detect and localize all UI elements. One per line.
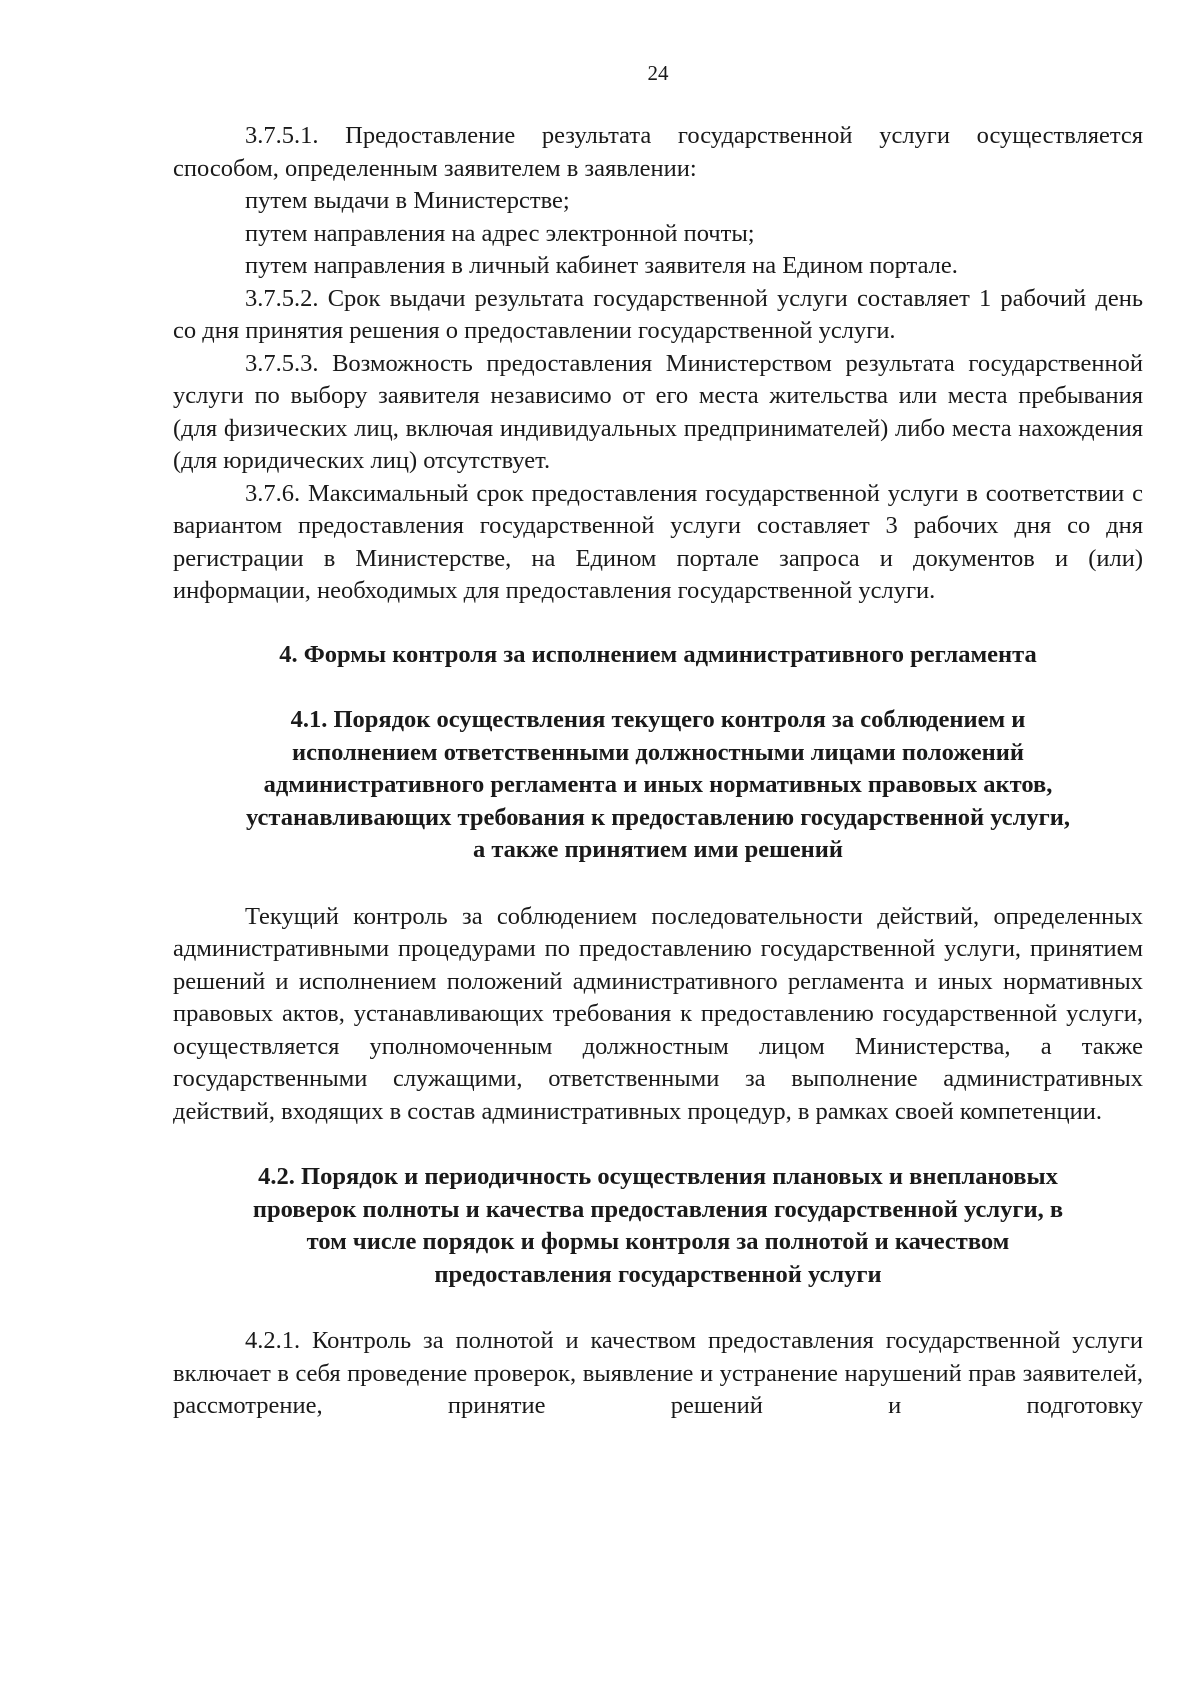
- list-item-portal: путем направления в личный кабинет заявителя на Едином портале.: [245, 252, 958, 279]
- subsection-4-2-title: [173, 1161, 1143, 1291]
- subsection-4-2-title-line: 4.2. Порядок и периодичность осуществления плановых и внеплановых: [258, 1163, 1058, 1190]
- paragraph-3-7-5-3: 3.7.5.3. Возможность предоставления Министерством результата государственной услуги по выбору заявителя независимо от его места жительства или места пребывания (для физических лиц, включая индивидуальных предпринимателей) либо места нахождения (для юридических лиц) отсутствует.: [173, 349, 1143, 474]
- document-body: [173, 120, 1143, 1423]
- paragraph-3-7-5-2: 3.7.5.2. Срок выдачи результата государственной услуги составляет 1 рабочий день со дня принятия решения о предоставлении государственной услуги.: [173, 284, 1143, 344]
- list-item-ministry: путем выдачи в Министерстве;: [245, 187, 570, 214]
- paragraph-3-7-5-1: 3.7.5.1. Предоставление результата государственной услуги осуществляется способом, определенным заявителем в заявлении:: [173, 122, 1143, 182]
- page-number: 24: [647, 61, 669, 85]
- list-item-email: путем направления на адрес электронной почты;: [245, 219, 755, 247]
- paragraph-3-7-6: 3.7.6. Максимальный срок предоставления государственной услуги в соответствии с вариантом предоставления государственной услуги составляет 3 рабочих дня со дня регистрации в Министерстве, на Едином портале запроса и документов и (или) информации, необходимых для предоставления государственной услуги.: [173, 479, 1143, 604]
- subsection-4-2-title-line: том числе порядок и формы контроля за полнотой и качеством: [306, 1228, 1010, 1255]
- subsection-4-1-title: [173, 704, 1143, 867]
- section-4-title: 4. Формы контроля за исполнением административного регламента: [279, 640, 1037, 668]
- subsection-4-2-title-line: проверок полноты и качества предоставления государственной услуги, в: [252, 1195, 1064, 1223]
- subsection-4-2-title-line: предоставления государственной услуги: [434, 1260, 882, 1288]
- subsection-4-1-title-line: исполнением ответственными должностными лицами положений: [292, 738, 1024, 766]
- subsection-4-1-title-line: устанавливающих требования к предоставлению государственной услуги,: [246, 803, 1070, 831]
- paragraph-4-2-1: 4.2.1. Контроль за полнотой и качеством предоставления государственной услуги включает в себя проведение проверок, выявление и устранение нарушений прав заявителей, рассмотрение, принятие решений и подготовку: [173, 1327, 1143, 1419]
- subsection-4-1-title-line: 4.1. Порядок осуществления текущего контроля за соблюдением и: [290, 706, 1026, 733]
- subsection-4-1-text: Текущий контроль за соблюдением последовательности действий, определенных административными процедурами по предоставлению государственной услуги, принятием решений и исполнением положений административного регламента и иных нормативных правовых актов, устанавливающих требования к предоставлению государственной услуги, осуществляется уполномоченным должностным лицом Министерства, а также государственными служащими, ответственными за выполнение административных действий, входящих в состав административных процедур, в рамках своей компетенции.: [173, 902, 1143, 1125]
- subsection-4-1-title-line: административного регламента и иных нормативных правовых актов,: [263, 771, 1053, 798]
- subsection-4-1-title-line: а также принятием ими решений: [472, 836, 844, 863]
